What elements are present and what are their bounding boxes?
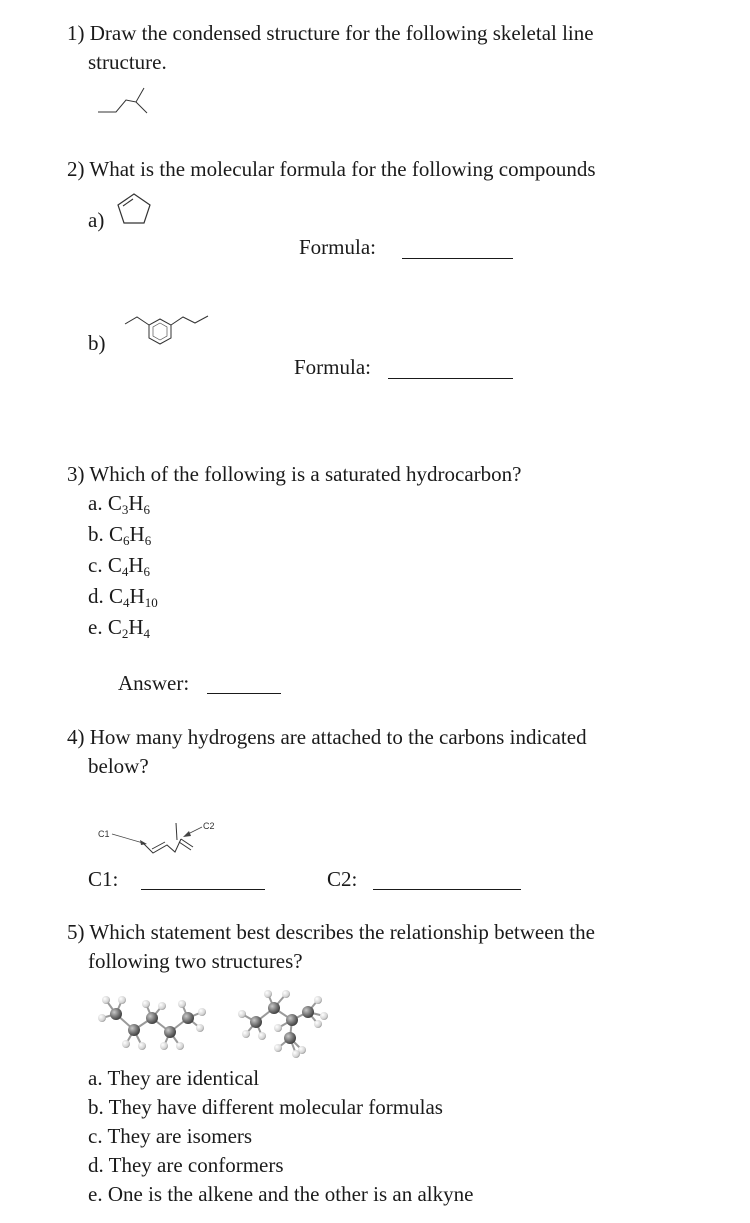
formula-label-a: Formula:	[299, 235, 376, 259]
question-5-line-1	[67, 918, 595, 947]
question-number: 3)	[67, 462, 85, 486]
q5-option-e[interactable]: e. One is the alkene and the other is an alkyne	[88, 1182, 474, 1206]
question-4-line-2: below?	[88, 754, 149, 778]
question-5-line-2: following two structures?	[88, 949, 303, 973]
question-4-line-1	[67, 723, 587, 752]
skeletal-structure-q1	[96, 84, 156, 116]
answer-label: Answer:	[118, 671, 190, 695]
q5-option-d[interactable]: d. They are conformers	[88, 1153, 284, 1177]
question-text: What is the molecular formula for the following compounds	[89, 157, 596, 181]
ball-and-stick-models	[96, 988, 356, 1060]
question-text: Which of the following is a saturated hydrocarbon?	[89, 462, 522, 486]
question-text: Which statement best describes the relationship between the	[89, 920, 595, 944]
q3-option-a[interactable]: a. $C_3H_6$	[88, 491, 151, 517]
formula-label-b: Formula:	[294, 355, 371, 379]
question-1-line-1	[67, 19, 594, 48]
q3-option-c[interactable]: c. $C_4H_6$	[88, 553, 151, 579]
c2-label: C2:	[327, 867, 358, 891]
part-b-label: b)	[88, 331, 106, 355]
c1-label: C1:	[88, 867, 119, 891]
question-text: Draw the condensed structure for the following skeletal line	[89, 21, 594, 45]
part-a-label: a)	[88, 208, 105, 232]
q5-option-a[interactable]: a. They are identical	[88, 1066, 260, 1090]
question-3	[67, 460, 522, 489]
question-text: How many hydrogens are attached to the carbons indicated	[89, 725, 587, 749]
question-number: 5)	[67, 920, 85, 944]
answer-blank-2b[interactable]	[388, 378, 513, 379]
answer-blank-c1[interactable]	[141, 889, 265, 890]
q3-option-d[interactable]: d. $C_4H_{10}$	[88, 584, 158, 610]
skeletal-structure-q4	[95, 818, 225, 858]
c2-tag: C2	[203, 821, 215, 831]
question-1-line-2: structure.	[88, 50, 167, 74]
answer-blank-3[interactable]	[207, 693, 281, 694]
c1-tag: C1	[98, 829, 110, 839]
q5-option-c[interactable]: c. They are isomers	[88, 1124, 253, 1148]
q5-option-b[interactable]: b. They have different molecular formulas	[88, 1095, 443, 1119]
question-number: 1)	[67, 21, 85, 45]
q3-option-e[interactable]: e. $C_2H_4$	[88, 615, 151, 641]
answer-blank-c2[interactable]	[373, 889, 521, 890]
question-number: 4)	[67, 725, 85, 749]
q3-option-b[interactable]: b. $C_6H_6$	[88, 522, 152, 548]
propyl-benzene-structure	[122, 311, 212, 345]
question-2	[67, 155, 596, 184]
answer-blank-2a[interactable]	[402, 258, 513, 259]
question-number: 2)	[67, 157, 85, 181]
cyclopentene-structure	[113, 191, 153, 227]
